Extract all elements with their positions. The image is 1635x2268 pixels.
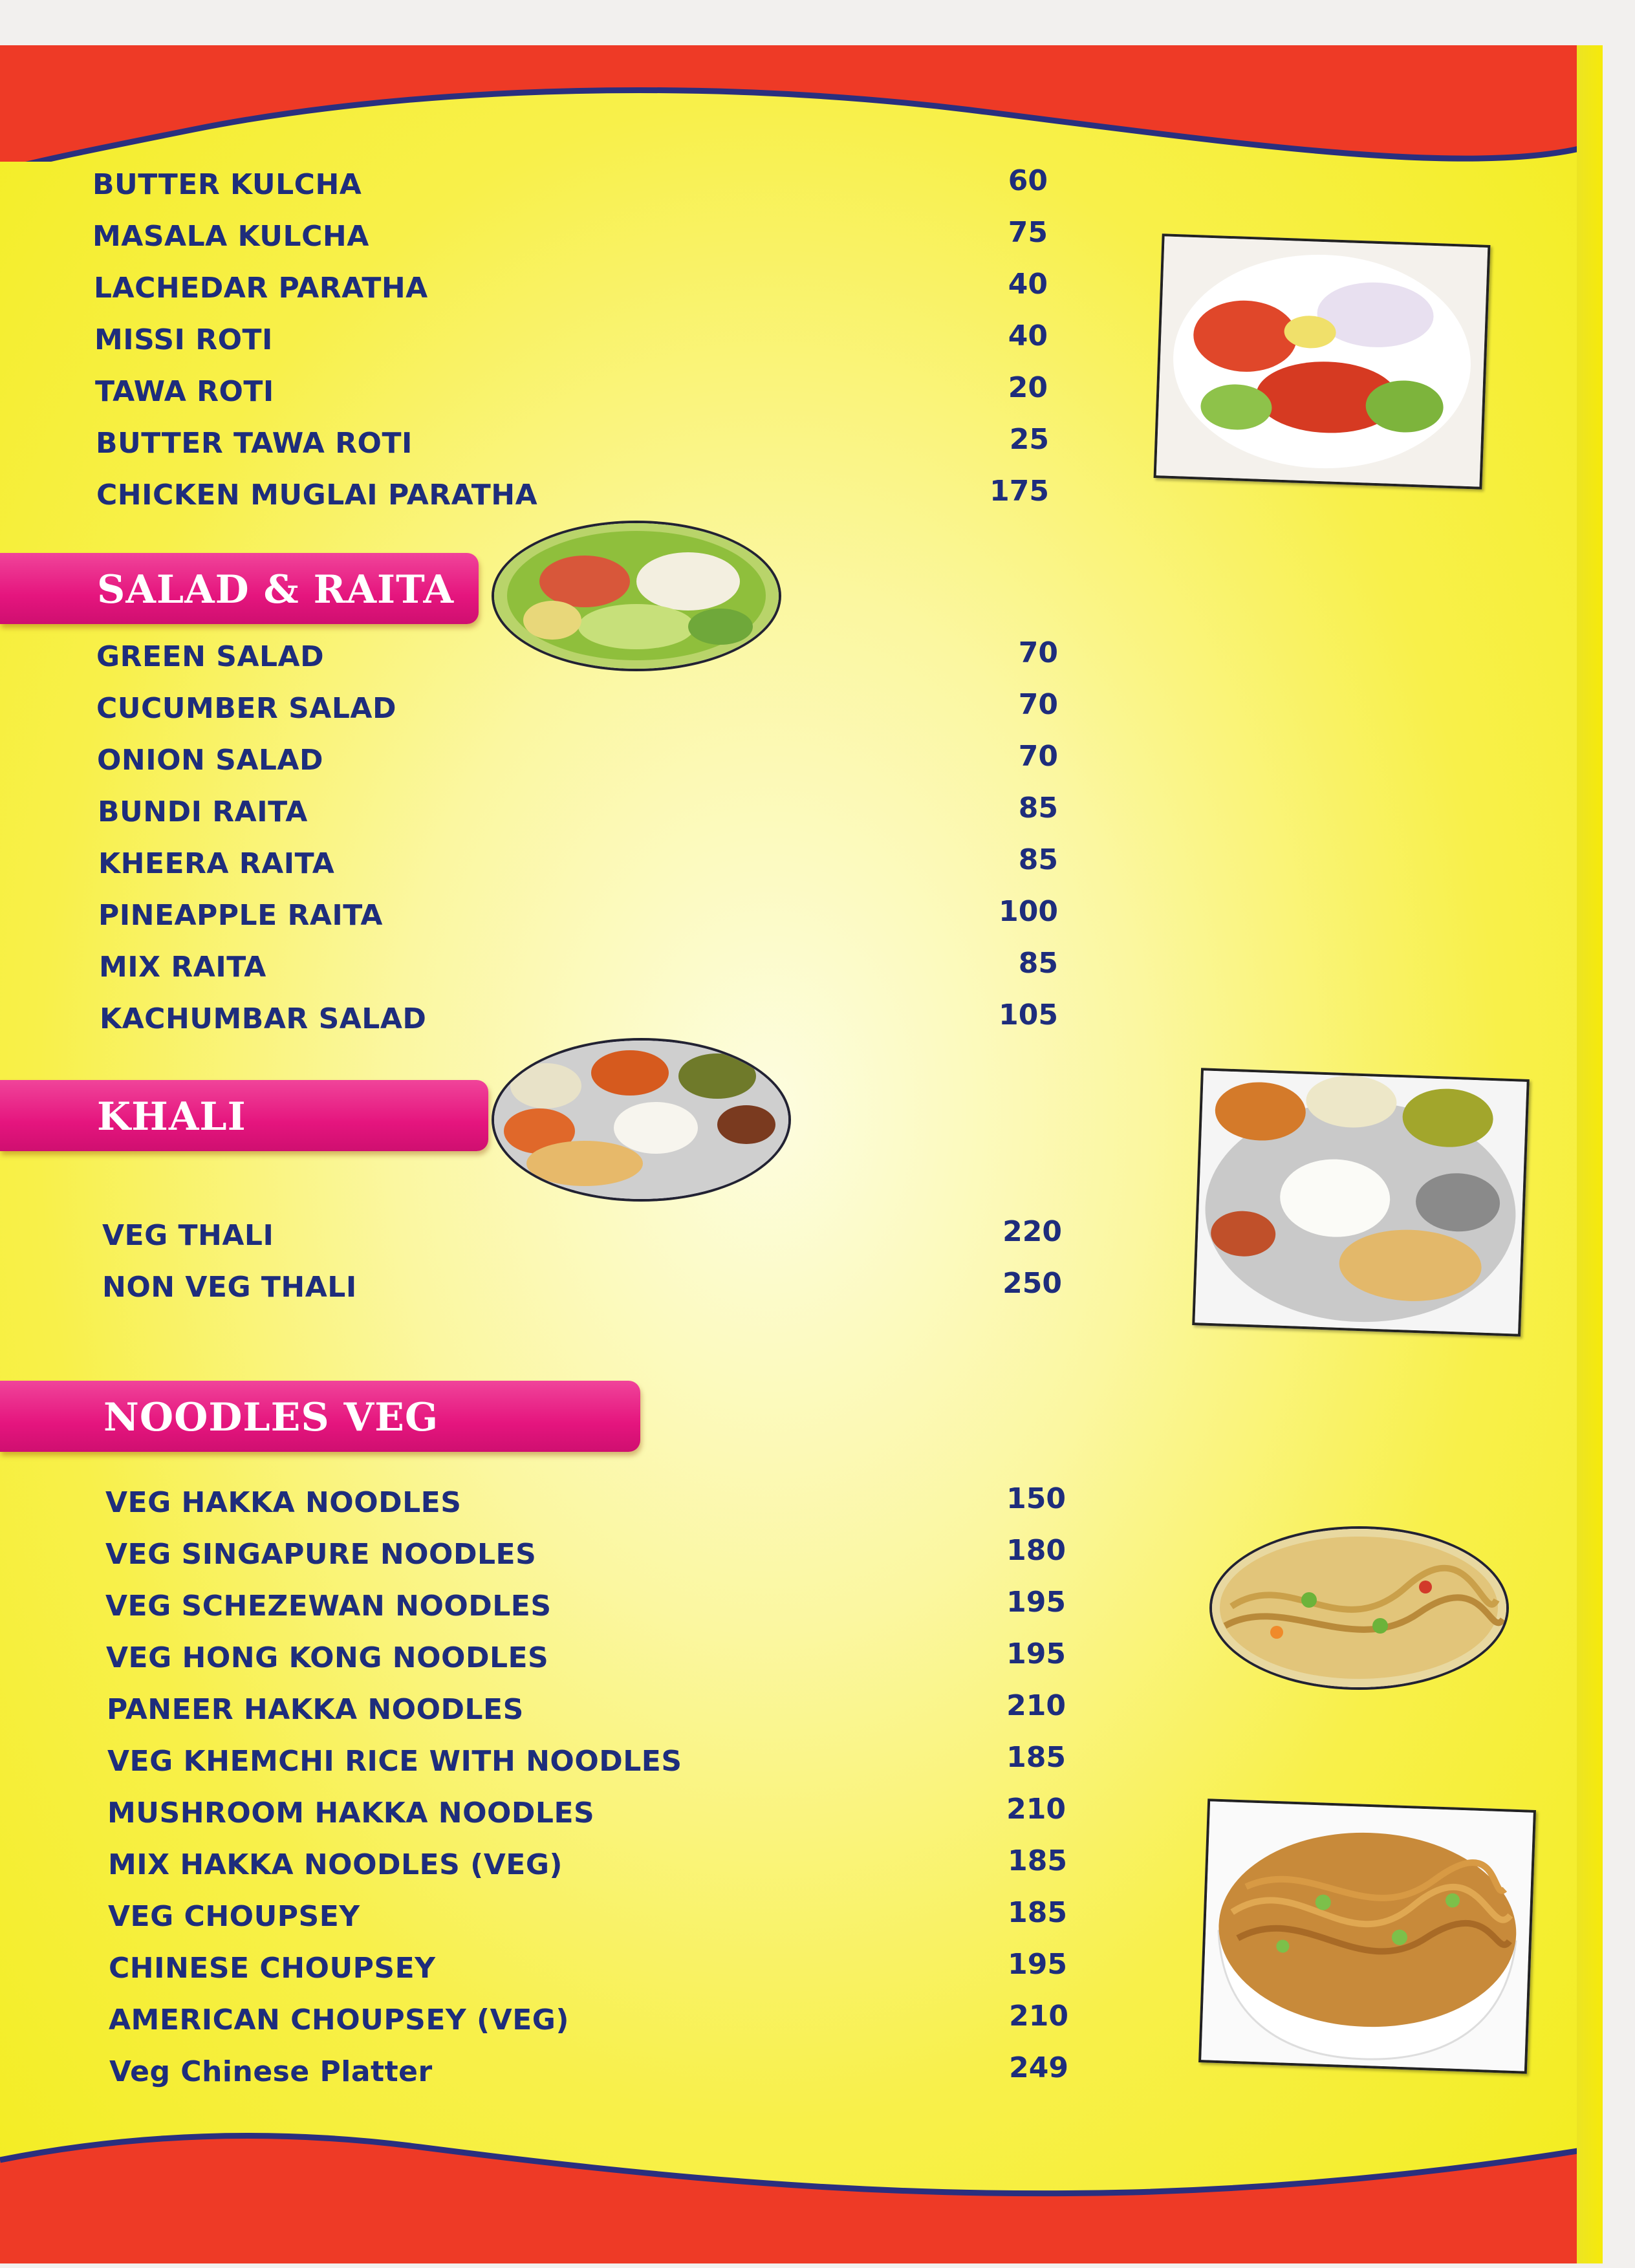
menu-item-price: 249 [1009,2051,1068,2084]
menu-item-name: AMERICAN CHOUPSEY (VEG) [109,2003,569,2036]
menu-item-price: 195 [1006,1637,1066,1670]
top-wave-decoration [0,45,1603,162]
menu-item-name: CHICKEN MUGLAI PARATHA [96,479,538,512]
menu-item-name: VEG HONG KONG NOODLES [106,1641,549,1674]
menu-item-name: ONION SALAD [97,744,324,777]
menu-item-name: VEG SCHEZEWAN NOODLES [105,1590,552,1623]
menu-item-price: 180 [1006,1534,1066,1567]
menu-item-price: 85 [1018,947,1058,980]
menu-item-price: 70 [1018,688,1058,721]
menu-item-price: 100 [999,895,1058,928]
section-title: NOODLES VEG [103,1395,439,1440]
menu-item-price: 60 [1008,164,1048,197]
menu-item-name: MIX RAITA [99,951,266,984]
menu-item-price: 185 [1008,1896,1067,1929]
page-right-edge [1577,45,1603,2263]
bottom-wave-decoration [0,2121,1603,2263]
menu-item-price: 20 [1008,371,1048,404]
menu-item-name: GREEN SALAD [96,640,325,673]
menu-item-price: 85 [1018,843,1058,876]
green-salad-photo [1154,233,1491,489]
section-banner-noodles-veg [0,1381,640,1452]
menu-item-name: CHINESE CHOUPSEY [109,1952,436,1985]
menu-item-name: VEG SINGAPURE NOODLES [105,1538,537,1571]
menu-item-price: 150 [1006,1482,1066,1515]
menu-item-price: 70 [1018,636,1058,669]
menu-item-name: KHEERA RAITA [98,847,335,880]
section-banner-salad-raita [0,553,479,624]
menu-item-price: 85 [1018,792,1058,825]
menu-item-price: 40 [1008,268,1048,301]
menu-item-name: BUTTER TAWA ROTI [96,427,413,460]
section-title: KHALI [97,1094,246,1139]
section-title: SALAD & RAITA [97,567,455,612]
hakka-noodles-photo [1209,1526,1509,1690]
menu-item-price: 25 [1009,423,1049,456]
menu-item-price: 70 [1018,740,1058,773]
menu-item-price: 210 [1006,1689,1066,1722]
menu-item-name: TAWA ROTI [95,375,274,408]
thali-platter-photo [492,1038,791,1202]
menu-item-name: NON VEG THALI [102,1271,357,1304]
thali-plate-photo [1192,1068,1530,1336]
menu-item-price: 220 [1002,1215,1062,1248]
menu-item-price: 75 [1008,216,1048,249]
menu-item-name: LACHEDAR PARATHA [94,272,428,305]
salad-bowl-photo [492,521,781,671]
menu-item-name: VEG HAKKA NOODLES [105,1486,462,1519]
menu-item-name: PANEER HAKKA NOODLES [107,1693,524,1726]
menu-item-name: MIX HAKKA NOODLES (VEG) [108,1848,563,1881]
menu-item-name: PINEAPPLE RAITA [98,899,383,932]
menu-page [0,45,1603,2263]
menu-item-price: 105 [999,999,1058,1031]
menu-item-name: MASALA KULCHA [92,220,369,253]
menu-item-price: 185 [1006,1741,1066,1774]
menu-item-name: MISSI ROTI [94,323,273,356]
menu-item-name: MUSHROOM HAKKA NOODLES [107,1797,595,1830]
noodle-bowl-photo [1198,1798,1536,2073]
menu-item-price: 185 [1008,1844,1067,1877]
menu-item-name: BUNDI RAITA [98,795,308,828]
menu-item-price: 210 [1006,1793,1066,1826]
menu-item-price: 40 [1008,319,1048,352]
menu-item-price: 210 [1009,2000,1068,2033]
menu-item-name: Veg Chinese Platter [109,2055,433,2088]
menu-item-price: 250 [1002,1267,1062,1300]
menu-item-name: VEG CHOUPSEY [108,1900,360,1933]
menu-item-price: 195 [1008,1948,1067,1981]
menu-item-name: KACHUMBAR SALAD [100,1002,427,1035]
menu-item-name: CUCUMBER SALAD [96,692,396,725]
menu-item-name: BUTTER KULCHA [92,168,362,201]
menu-item-price: 175 [990,475,1049,508]
menu-item-name: VEG THALI [102,1219,274,1252]
menu-item-price: 195 [1006,1586,1066,1619]
menu-item-name: VEG KHEMCHI RICE WITH NOODLES [107,1745,682,1778]
section-banner-thali [0,1080,488,1151]
